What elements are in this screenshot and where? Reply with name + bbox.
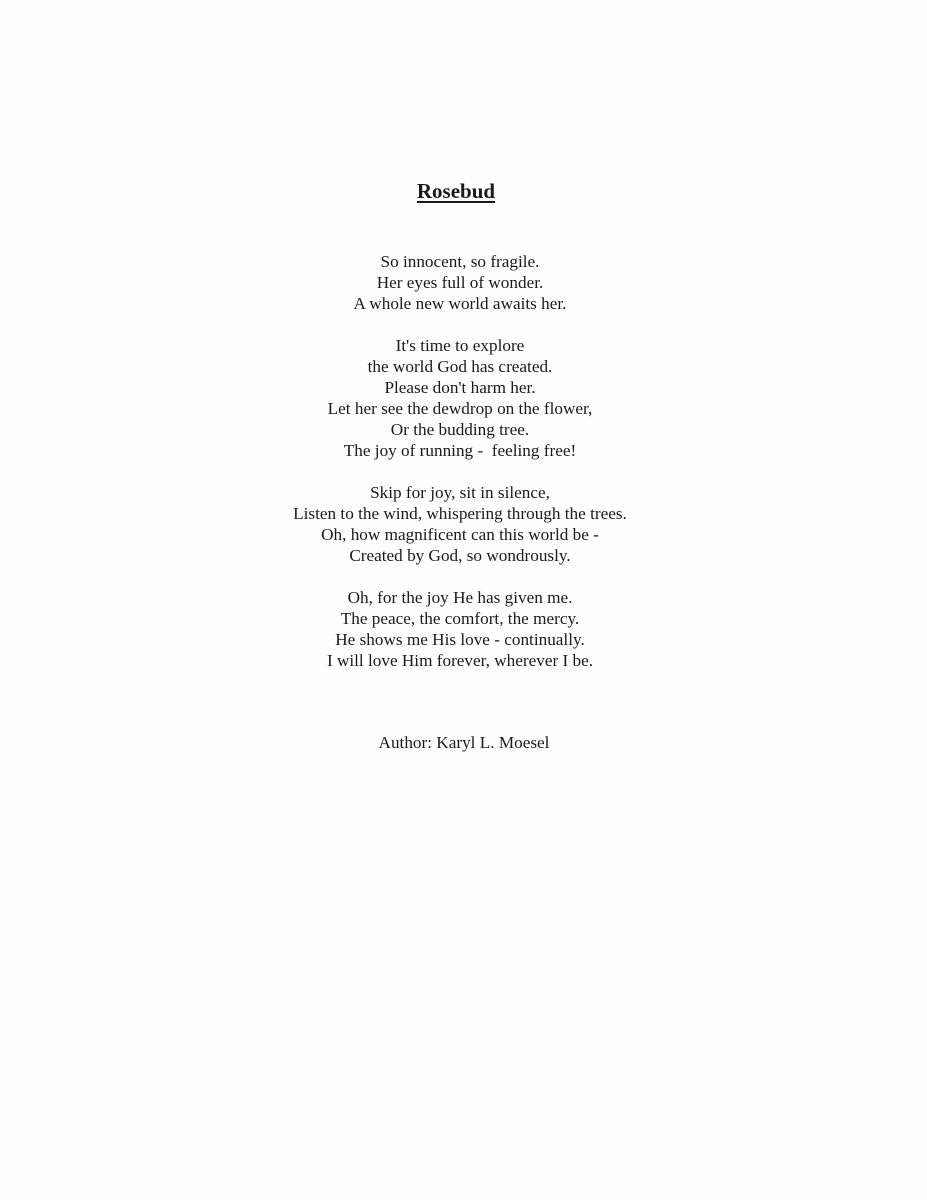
poem-line: Let her see the dewdrop on the flower, <box>327 399 593 418</box>
poem-line: Please don't harm her. <box>384 378 536 397</box>
poem-title: Rosebud <box>416 179 496 203</box>
poem-line: The peace, the comfort, the mercy. <box>340 609 580 628</box>
poem-body <box>0 251 920 692</box>
poem-line: A whole new world awaits her. <box>353 294 567 313</box>
poem-line: Oh, for the joy He has given me. <box>347 588 573 607</box>
author-credit: Author: Karyl L. Moesel <box>378 733 550 752</box>
poem-line: He shows me His love - continually. <box>335 630 585 649</box>
poem-line: the world God has created. <box>367 357 553 376</box>
poem-line: Or the budding tree. <box>390 420 530 439</box>
poem-line: Created by God, so wondrously. <box>349 546 571 565</box>
poem-line: It's time to explore <box>395 336 525 355</box>
poem-line: So innocent, so fragile. <box>380 252 540 271</box>
stanza-3 <box>0 482 920 566</box>
poem-line: I will love Him forever, wherever I be. <box>326 651 594 670</box>
poem-line: Oh, how magnificent can this world be - <box>321 525 599 544</box>
poem-line: Listen to the wind, whispering through the trees. <box>293 504 627 523</box>
stanza-4 <box>0 587 920 671</box>
stanza-1 <box>0 251 920 314</box>
poem-line: The joy of running - feeling free! <box>343 441 577 460</box>
poem-line: Skip for joy, sit in silence, <box>370 483 550 502</box>
poem-line: Her eyes full of wonder. <box>376 273 544 292</box>
stanza-2 <box>0 335 920 461</box>
